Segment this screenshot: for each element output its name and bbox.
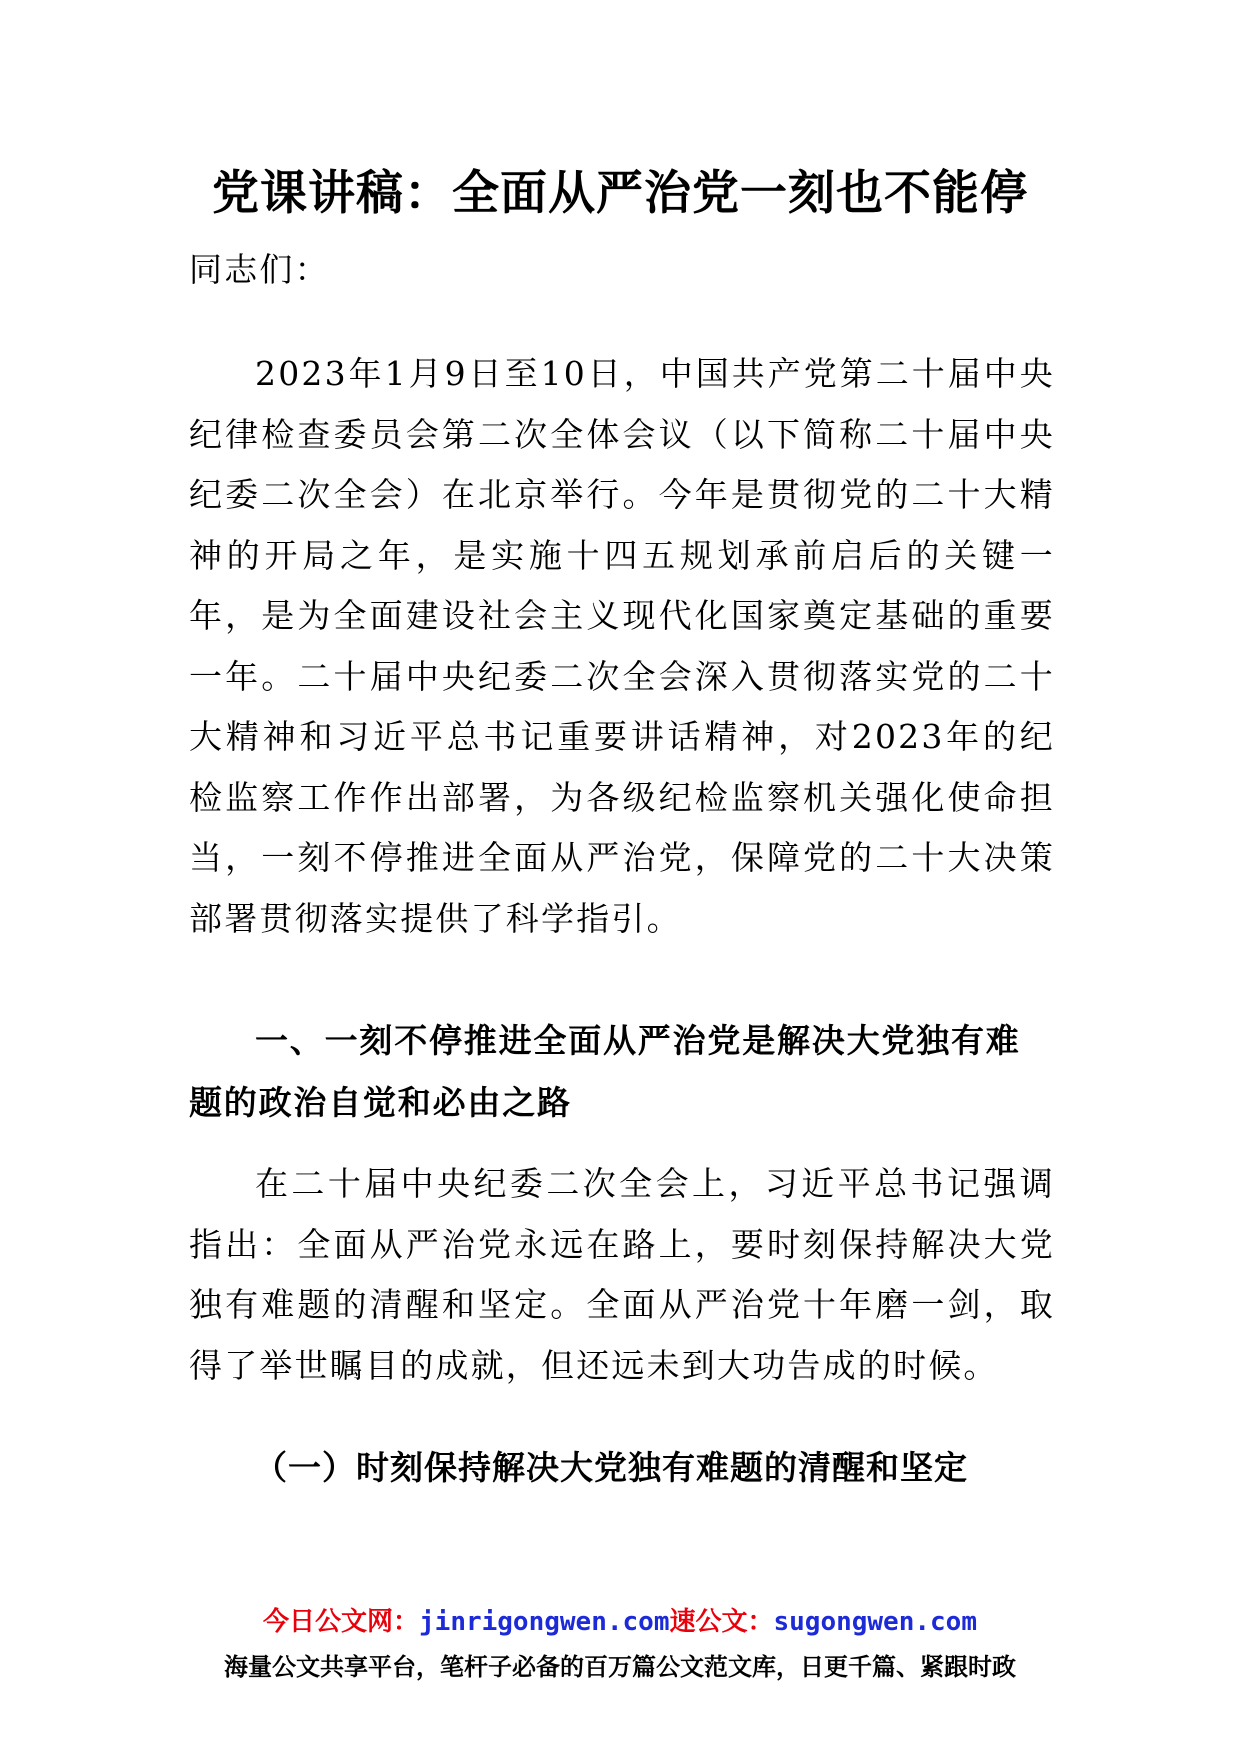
body-paragraph-2: 在二十届中央纪委二次全会上，习近平总书记强调指出：全面从严治党永远在路上，要时刻保持解决大党独有难题的清醒和坚定。全面从严治党十年磨一剑，取得了举世瞩目的成就，但还远未到大功告成的时候。: [189, 1164, 1055, 1385]
salutation: 同志们：: [189, 250, 330, 289]
footer-site1-link[interactable]: jinrigongwen.com: [419, 1607, 670, 1637]
footer-sites: [0, 1604, 1240, 1640]
body-paragraph-1: 2023年1月9日至10日，中国共产党第二十届中央纪律检查委员会第二次全体会议（以下简称二十届中央纪委二次全会）在北京举行。今年是贯彻党的二十大精神的开局之年，是实施十四五规划承前启后的关键一年，是为全面建设社会主义现代化国家奠定基础的重要一年。二十届中央纪委二次全会深入贯彻落实党的二十大精神和习近平总书记重要讲话精神，对2023年的纪检监察工作作出部署，为各级纪检监察机关强化使命担当，一刻不停推进全面从严治党，保障党的二十大决策部署贯彻落实提供了科学指引。: [189, 354, 1055, 938]
footer-site2-link[interactable]: sugongwen.com: [773, 1607, 977, 1637]
section-heading-1: 一、一刻不停推进全面从严治党是解决大党独有难题的政治自觉和必由之路: [189, 1021, 1021, 1122]
footer-slogan: 海量公文共享平台，笔杆子必备的百万篇公文范文库，日更千篇、紧跟时政: [224, 1653, 1016, 1681]
subsection-heading-1: （一）时刻保持解决大党独有难题的清醒和坚定: [254, 1448, 968, 1487]
page-title: 党课讲稿：全面从严治党一刻也不能停: [212, 166, 1028, 221]
footer-site1-label: 今日公文网：: [263, 1607, 420, 1637]
footer-site2-label: 速公文：: [669, 1607, 774, 1637]
